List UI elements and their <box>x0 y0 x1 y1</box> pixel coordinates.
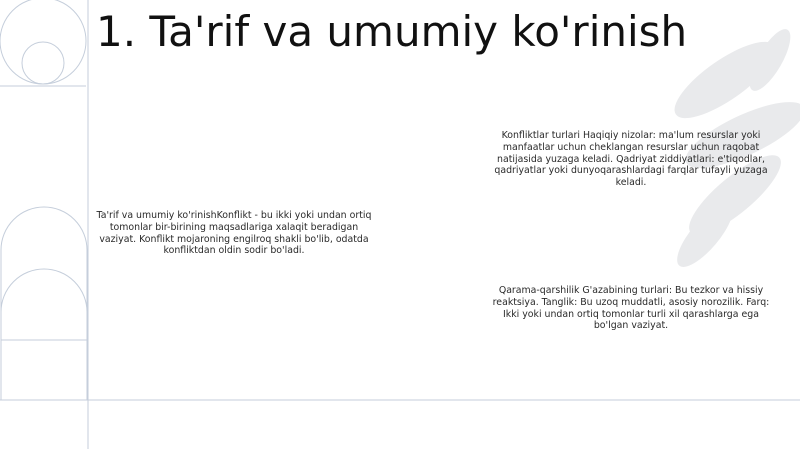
arch-decoration <box>1 207 87 400</box>
conflict-types-text: Konfliktlar turlari Haqiqiy nizolar: ma'lum resurslar yoki manfaatlar uchun cheklangan resurslar uchun raqobat natijasida yuzaga keladi. Qadriyat ziddiyatlari: e'tiqodlar, qadriyatlar yoki dunyoqarashlardagi farqlar tufayli yuzaga keladi. <box>494 130 768 189</box>
slide-title: 1. Ta'rif va umumiy ko'rinish <box>96 7 688 56</box>
circle-decoration <box>0 0 86 84</box>
definition-text: Ta'rif va umumiy ko'rinishKonflikt - bu ikki yoki undan ortiq tomonlar bir-birining maqsadlariga xalaqit beradigan vaziyat. Konflikt mojaroning engilroq shakli bo'lib, odatda konfliktdan oldin sodir bo'ladi. <box>96 210 372 257</box>
confrontation-types-text: Qarama-qarshilik G'azabining turlari: Bu tezkor va hissiy reaktsiya. Tanglik: Bu uzoq muddatli, asosiy norozilik. Farq: Ikki yoki undan ortiq tomonlar turli xil qarashlarga ega bo'lgan vaziyat. <box>492 285 770 332</box>
